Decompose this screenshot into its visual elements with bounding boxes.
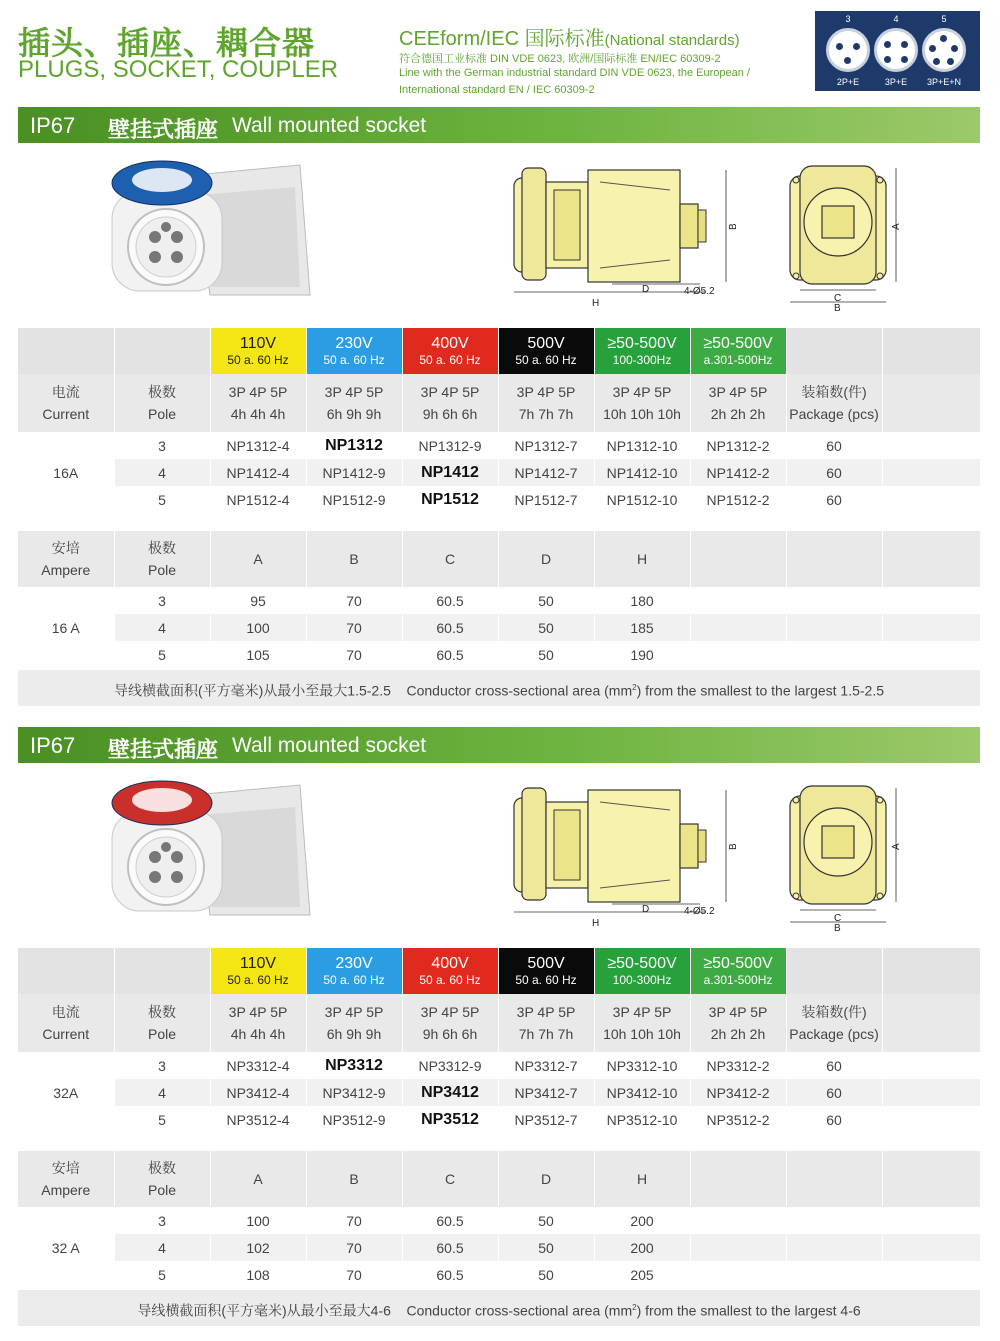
dimension-h: 200 [594, 1207, 690, 1234]
standard-line-1: 符合德国工业标准 DIN VDE 0623, 欧洲/国际标准 EN/IEC 60309-2 [399, 53, 721, 65]
dim-label-b2: B [834, 303, 841, 314]
page-header [0, 0, 1000, 105]
dim-label-b2: B [834, 923, 841, 934]
ampere-value: 16 A [18, 587, 114, 668]
dimension-header-b: B [306, 531, 402, 587]
package-value: 60 [786, 1079, 882, 1106]
dim-label-b: B [728, 843, 739, 850]
model-code: NP3312-10 [594, 1052, 690, 1079]
dimension-header-b: B [306, 1151, 402, 1207]
model-row [18, 459, 980, 486]
front-view-drawing [790, 166, 902, 314]
dimension-c: 60.5 [402, 641, 498, 668]
package-value: 60 [786, 1106, 882, 1133]
pole-value: 4 [114, 459, 210, 486]
ip-rating: IP67 [30, 733, 76, 758]
header-blank [882, 328, 980, 374]
model-code: NP3412 [402, 1079, 498, 1106]
dimension-c: 60.5 [402, 614, 498, 641]
model-row [18, 1106, 980, 1133]
header-blank [882, 948, 980, 994]
model-code: NP1412 [402, 459, 498, 486]
model-code: NP3412-9 [306, 1079, 402, 1106]
header-blank [786, 948, 882, 994]
model-table [18, 948, 980, 1133]
pole-hours-header: 3P 4P 5P 7h 7h 7h [498, 374, 594, 432]
dim-label-b: B [728, 223, 739, 230]
current-header: 电流 Current [18, 374, 114, 432]
model-row [18, 432, 980, 459]
dimension-a: 108 [210, 1261, 306, 1288]
pole-hours-header: 3P 4P 5P 4h 4h 4h [210, 994, 306, 1052]
model-code: NP1312-7 [498, 432, 594, 459]
pin-count-4: 4 [893, 14, 899, 24]
ampere-value: 32 A [18, 1207, 114, 1288]
header-blank [114, 328, 210, 374]
voltage-50-500v-301-500hz: ≥50-500V a.301-500Hz [690, 948, 786, 994]
dimension-row [18, 641, 980, 668]
dim-label-c: C [834, 293, 842, 304]
pole-hours-header: 3P 4P 5P 4h 4h 4h [210, 374, 306, 432]
voltage-500v: 500V 50 a. 60 Hz [498, 328, 594, 374]
dimension-a: 100 [210, 1207, 306, 1234]
dimension-h: 200 [594, 1234, 690, 1261]
pole-value: 5 [114, 486, 210, 513]
section-title-band [18, 107, 980, 143]
voltage-500v: 500V 50 a. 60 Hz [498, 948, 594, 994]
pole-hours-header: 3P 4P 5P 7h 7h 7h [498, 994, 594, 1052]
front-view-drawing [790, 786, 902, 934]
dim-label-d: D [642, 904, 650, 915]
pole-hours-header: 3P 4P 5P 9h 6h 6h [402, 994, 498, 1052]
model-code: NP3512-2 [690, 1106, 786, 1133]
model-code: NP3512 [402, 1106, 498, 1133]
dimension-h: 185 [594, 614, 690, 641]
socket-5pin-icon [922, 28, 966, 72]
dimension-row [18, 1261, 980, 1288]
voltage-230v: 230V 50 a. 60 Hz [306, 328, 402, 374]
header-blank [18, 948, 114, 994]
dimension-header-a: A [210, 1151, 306, 1207]
header-blank [882, 994, 980, 1052]
pole-value: 4 [114, 1079, 210, 1106]
ampere-header: 安培 Ampere [18, 531, 114, 587]
section-title-band [18, 727, 980, 763]
dimension-d: 50 [498, 641, 594, 668]
pole-value: 3 [114, 1207, 210, 1234]
model-code: NP3412-2 [690, 1079, 786, 1106]
dim-label-a: A [891, 223, 902, 230]
dimension-drawing [500, 160, 900, 315]
dimension-b: 70 [306, 641, 402, 668]
dimension-header-c: C [402, 1151, 498, 1207]
dimension-d: 50 [498, 1207, 594, 1234]
section-title-en: Wall mounted socket [232, 734, 427, 757]
dimension-header-d: D [498, 1151, 594, 1207]
model-row [18, 486, 980, 513]
voltage-230v: 230V 50 a. 60 Hz [306, 948, 402, 994]
model-code: NP3412-10 [594, 1079, 690, 1106]
pole-value: 3 [114, 1052, 210, 1079]
model-code: NP3312 [306, 1052, 402, 1079]
model-table [18, 328, 980, 513]
socket-3pin-icon [826, 28, 870, 72]
model-row [18, 1052, 980, 1079]
pole-header: 极数 Pole [114, 994, 210, 1052]
dimension-header-a: A [210, 531, 306, 587]
dimension-row [18, 1207, 980, 1234]
product-photo [100, 155, 330, 310]
model-code: NP1412-7 [498, 459, 594, 486]
ampere-header: 安培 Ampere [18, 1151, 114, 1207]
dimension-b: 70 [306, 1261, 402, 1288]
conductor-note: 导线横截面积(平方毫米)从最小至最大4-6 Conductor cross-sectional area $(mm^2)$ from the smallest to the largest 4-6 [18, 1290, 980, 1326]
pole-value: 5 [114, 641, 210, 668]
current-value: 32A [18, 1052, 114, 1133]
pole-header: 极数 Pole [114, 1151, 210, 1207]
title-cn: 插头、插座、耦合器 [18, 25, 316, 61]
model-code: NP1312-4 [210, 432, 306, 459]
model-code: NP1412-4 [210, 459, 306, 486]
model-code: NP3312-2 [690, 1052, 786, 1079]
dimension-header-d: D [498, 531, 594, 587]
model-code: NP1512-4 [210, 486, 306, 513]
dimension-a: 105 [210, 641, 306, 668]
dimension-drawing [500, 780, 900, 935]
pole-value: 5 [114, 1261, 210, 1288]
pole-value: 3 [114, 432, 210, 459]
voltage-110v: 110V 50 a. 60 Hz [210, 328, 306, 374]
model-code: NP3512-4 [210, 1106, 306, 1133]
dim-label-c: C [834, 913, 842, 924]
header-blank [786, 328, 882, 374]
ip-rating: IP67 [30, 113, 76, 138]
dim-label-a: A [891, 843, 902, 850]
model-code: NP3312-4 [210, 1052, 306, 1079]
pole-hours-header: 3P 4P 5P 6h 9h 9h [306, 994, 402, 1052]
model-code: NP1312-2 [690, 432, 786, 459]
dimension-a: 100 [210, 614, 306, 641]
pole-value: 5 [114, 1106, 210, 1133]
dimension-d: 50 [498, 587, 594, 614]
standard-line-3: International standard EN / IEC 60309-2 [399, 84, 595, 96]
pin-label-2p-e: 2P+E [836, 77, 860, 87]
dim-label-d: D [642, 284, 650, 295]
pin-configuration-panel [815, 11, 980, 91]
dimension-a: 95 [210, 587, 306, 614]
pole-value: 4 [114, 614, 210, 641]
model-code: NP3512-9 [306, 1106, 402, 1133]
standard-title: CEEform/IEC 国际标准(National standards) [399, 28, 740, 50]
dimension-header-c: C [402, 531, 498, 587]
dim-label-hole: 4-Ø5.2 [684, 906, 715, 917]
package-value: 60 [786, 486, 882, 513]
package-value: 60 [786, 432, 882, 459]
package-value: 60 [786, 1052, 882, 1079]
model-code: NP3512-10 [594, 1106, 690, 1133]
socket-4pin-icon [874, 28, 918, 72]
dimension-d: 50 [498, 1234, 594, 1261]
dimension-h: 205 [594, 1261, 690, 1288]
header-blank [18, 328, 114, 374]
pole-hours-header: 3P 4P 5P 10h 10h 10h [594, 374, 690, 432]
pole-hours-header: 3P 4P 5P 9h 6h 6h [402, 374, 498, 432]
package-value: 60 [786, 459, 882, 486]
model-code: NP1512 [402, 486, 498, 513]
dimension-c: 60.5 [402, 1234, 498, 1261]
dimension-header-h: H [594, 531, 690, 587]
package-header: 装箱数(件) Package (pcs) [786, 994, 882, 1052]
dimension-d: 50 [498, 614, 594, 641]
pin-count-5: 5 [941, 14, 947, 24]
package-header: 装箱数(件) Package (pcs) [786, 374, 882, 432]
pole-hours-header: 3P 4P 5P 6h 9h 9h [306, 374, 402, 432]
standard-line-2: Line with the German industrial standard DIN VDE 0623, the European / [399, 67, 750, 79]
model-code: NP3312-9 [402, 1052, 498, 1079]
pole-header: 极数 Pole [114, 531, 210, 587]
pole-value: 4 [114, 1234, 210, 1261]
dimension-b: 70 [306, 1207, 402, 1234]
dimension-table [18, 1151, 980, 1288]
header-blank [114, 948, 210, 994]
dimension-h: 190 [594, 641, 690, 668]
model-code: NP3412-4 [210, 1079, 306, 1106]
product-photo [100, 775, 330, 930]
section-title-en: Wall mounted socket [232, 114, 427, 137]
pole-header: 极数 Pole [114, 374, 210, 432]
dimension-b: 70 [306, 614, 402, 641]
voltage-400v: 400V 50 a. 60 Hz [402, 328, 498, 374]
dimension-table [18, 531, 980, 668]
pole-hours-header: 3P 4P 5P 2h 2h 2h [690, 374, 786, 432]
voltage-400v: 400V 50 a. 60 Hz [402, 948, 498, 994]
pole-value: 3 [114, 587, 210, 614]
dimension-a: 102 [210, 1234, 306, 1261]
dimension-row [18, 587, 980, 614]
model-code: NP3312-7 [498, 1052, 594, 1079]
model-code: NP1412-9 [306, 459, 402, 486]
model-code: NP1412-2 [690, 459, 786, 486]
dimension-h: 180 [594, 587, 690, 614]
pin-count-3: 3 [845, 14, 851, 24]
model-code: NP1312-10 [594, 432, 690, 459]
dimension-header-h: H [594, 1151, 690, 1207]
dimension-c: 60.5 [402, 1207, 498, 1234]
pin-label-3p-e: 3P+E [884, 77, 908, 87]
header-blank [882, 374, 980, 432]
voltage-50-500v-100-300hz: ≥50-500V 100-300Hz [594, 948, 690, 994]
pin-label-3p-e-n: 3P+E+N [926, 77, 962, 87]
voltage-50-500v-301-500hz: ≥50-500V a.301-500Hz [690, 328, 786, 374]
dimension-c: 60.5 [402, 587, 498, 614]
model-code: NP1512-2 [690, 486, 786, 513]
model-code: NP1512-9 [306, 486, 402, 513]
dimension-row [18, 614, 980, 641]
voltage-110v: 110V 50 a. 60 Hz [210, 948, 306, 994]
model-code: NP3512-7 [498, 1106, 594, 1133]
conductor-note: 导线横截面积(平方毫米)从最小至最大1.5-2.5 Conductor cross-sectional area $(mm^2)$ from the smallest to the largest 1.5-2.5 [18, 670, 980, 706]
dimension-d: 50 [498, 1261, 594, 1288]
pole-hours-header: 3P 4P 5P 10h 10h 10h [594, 994, 690, 1052]
title-en: PLUGS, SOCKET, COUPLER [18, 56, 339, 83]
model-code: NP1312 [306, 432, 402, 459]
side-view-drawing [514, 168, 739, 309]
model-code: NP3412-7 [498, 1079, 594, 1106]
model-row [18, 1079, 980, 1106]
current-header: 电流 Current [18, 994, 114, 1052]
dimension-b: 70 [306, 587, 402, 614]
model-code: NP1412-10 [594, 459, 690, 486]
pole-hours-header: 3P 4P 5P 2h 2h 2h [690, 994, 786, 1052]
dimension-row [18, 1234, 980, 1261]
side-view-drawing [514, 788, 739, 929]
model-code: NP1312-9 [402, 432, 498, 459]
dim-label-h: H [592, 298, 600, 309]
dim-label-h: H [592, 918, 600, 929]
voltage-50-500v-100-300hz: ≥50-500V 100-300Hz [594, 328, 690, 374]
current-value: 16A [18, 432, 114, 513]
section-title-cn: 壁挂式插座 [108, 117, 219, 142]
model-code: NP1512-10 [594, 486, 690, 513]
dimension-c: 60.5 [402, 1261, 498, 1288]
section-title-cn: 壁挂式插座 [108, 737, 219, 762]
dim-label-hole: 4-Ø5.2 [684, 286, 715, 297]
model-code: NP1512-7 [498, 486, 594, 513]
dimension-b: 70 [306, 1234, 402, 1261]
